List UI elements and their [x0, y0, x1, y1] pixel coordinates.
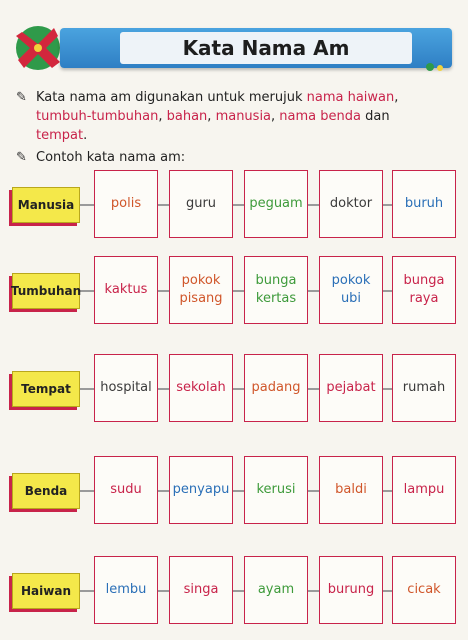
pencil-icon: ✎ — [16, 150, 27, 165]
word-box: pejabat — [319, 354, 383, 422]
category-label: Benda — [12, 473, 80, 509]
category-label: Tempat — [12, 371, 80, 407]
word-box: pokok ubi — [319, 256, 383, 324]
word-box: sudu — [94, 456, 158, 524]
word-box: buruh — [392, 170, 456, 238]
word-box: rumah — [392, 354, 456, 422]
term-nama-haiwan: nama haiwan — [306, 90, 395, 105]
row-tumbuhan — [12, 256, 458, 326]
word-box: padang — [244, 354, 308, 422]
word-box: doktor — [319, 170, 383, 238]
word-box: pokok pisang — [169, 256, 233, 324]
row-benda — [12, 456, 458, 526]
category-label: Tumbuhan — [12, 273, 80, 309]
word-box: burung — [319, 556, 383, 624]
word-box: guru — [169, 170, 233, 238]
category-label: Haiwan — [12, 573, 80, 609]
category-label: Manusia — [12, 187, 80, 223]
word-box: sekolah — [169, 354, 233, 422]
row-haiwan — [12, 556, 458, 626]
word-box: lampu — [392, 456, 456, 524]
row-tempat — [12, 354, 458, 424]
intro-paragraph: ✎ Kata nama am digunakan untuk merujuk nama haiwan, tumbuh-tumbuhan, bahan, manusia, nama benda dan tempat. — [16, 90, 399, 143]
row-manusia — [12, 170, 458, 240]
word-box: lembu — [94, 556, 158, 624]
title-banner — [60, 28, 452, 68]
term-nama-benda: nama benda — [279, 109, 361, 124]
word-box: bunga raya — [392, 256, 456, 324]
term-tumbuh-tumbuhan: tumbuh-tumbuhan — [36, 109, 159, 124]
decorative-dots-icon — [426, 62, 448, 72]
term-bahan: bahan — [166, 109, 208, 124]
pencil-icon: ✎ — [16, 90, 27, 105]
word-box: penyapu — [169, 456, 233, 524]
word-box: kaktus — [94, 256, 158, 324]
word-box: polis — [94, 170, 158, 238]
word-box: baldi — [319, 456, 383, 524]
examples-heading: ✎ Contoh kata nama am: — [16, 150, 186, 165]
word-box: singa — [169, 556, 233, 624]
word-box: bunga kertas — [244, 256, 308, 324]
term-manusia: manusia — [215, 109, 272, 124]
word-box: ayam — [244, 556, 308, 624]
word-box: hospital — [94, 354, 158, 422]
term-tempat: tempat — [36, 128, 84, 143]
word-box: peguam — [244, 170, 308, 238]
page-title: Kata Nama Am — [120, 32, 412, 64]
word-box: kerusi — [244, 456, 308, 524]
word-box: cicak — [392, 556, 456, 624]
